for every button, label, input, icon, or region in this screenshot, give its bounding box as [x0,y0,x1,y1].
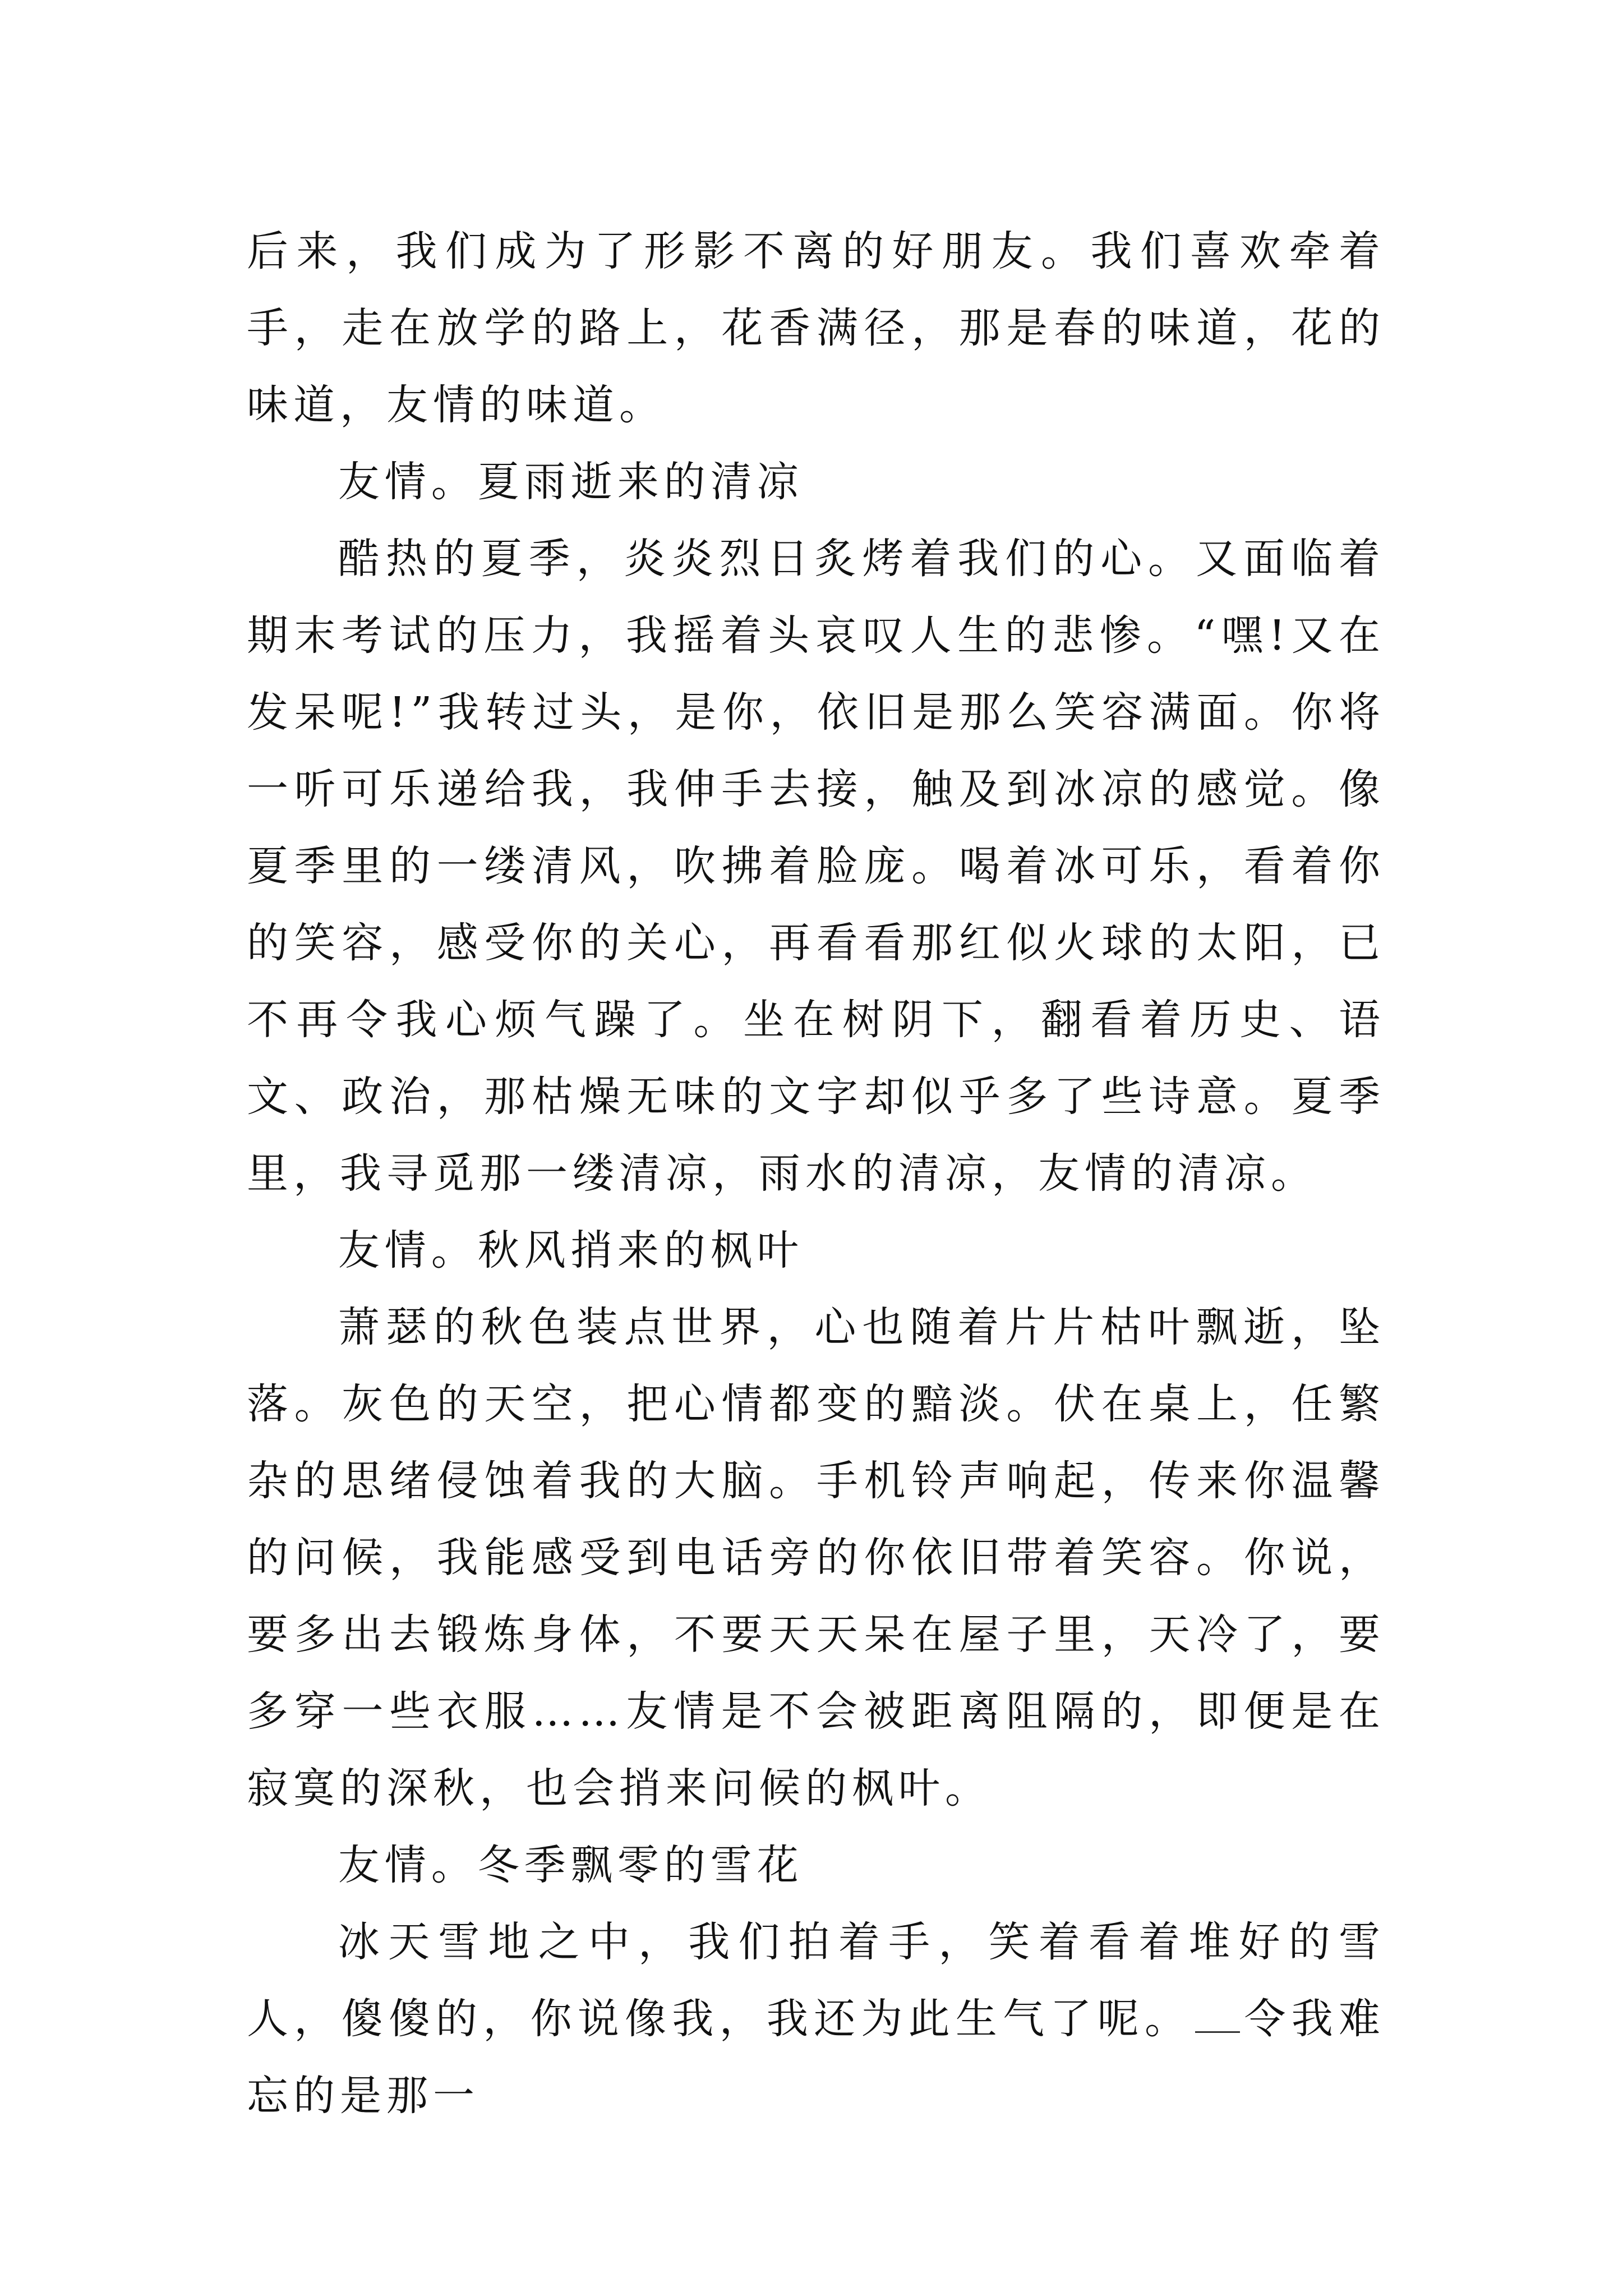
winter-text-after-blank: 令我难忘的是那一 [247,1995,1386,2120]
paragraph-spring-ending: 后来，我们成为了形影不离的好朋友。我们喜欢牵着手，走在放学的路上，花香满径，那是春的味道，花的味道，友情的味道。 [247,227,1385,429]
fill-in-blank-line [1195,1998,1240,2033]
section-heading-autumn: 友情。秋风捎来的枫叶 [338,1226,804,1274]
document-page [247,213,1385,2134]
paragraph-summer: 酷热的夏季，炎炎烈日炙烤着我们的心。又面临着期末考试的压力，我摇着头哀叹人生的悲惨。“嘿!又在发呆呢!”我转过头，是你，依旧是那么笑容满面。你将一听可乐递给我，我伸手去接，触及到冰凉的感觉。像夏季里的一缕清风，吹拂着脸庞。喝着冰可乐，看着你的笑容，感受你的关心，再看看那红似火球的太阳，已不再令我心烦气躁了。坐在树阴下，翻看着历史、语文、政治，那枯燥无味的文字却似乎多了些诗意。夏季里，我寻觅那一缕清凉，雨水的清凉，友情的清凉。 [247,535,1385,1198]
paragraph-winter [247,1904,1385,2134]
section-heading-winter: 友情。冬季飘零的雪花 [338,1841,804,1889]
winter-text-before-blank: 冰天雪地之中，我们拍着手，笑着看着堆好的雪人，傻傻的，你说像我，我还为此生气了呢。 [247,1918,1385,2043]
section-heading-summer: 友情。夏雨逝来的清凉 [338,458,804,506]
paragraph-autumn: 萧瑟的秋色装点世界，心也随着片片枯叶飘逝，坠落。灰色的天空，把心情都变的黯淡。伏在桌上，任繁杂的思绪侵蚀着我的大脑。手机铃声响起，传来你温馨的问候，我能感受到电话旁的你依旧带着笑容。你说，要多出去锻炼身体，不要天天呆在屋子里，天冷了，要多穿一些衣服……友情是不会被距离阻隔的，即便是在寂寞的深秋，也会捎来问候的枫叶。 [247,1303,1385,1812]
